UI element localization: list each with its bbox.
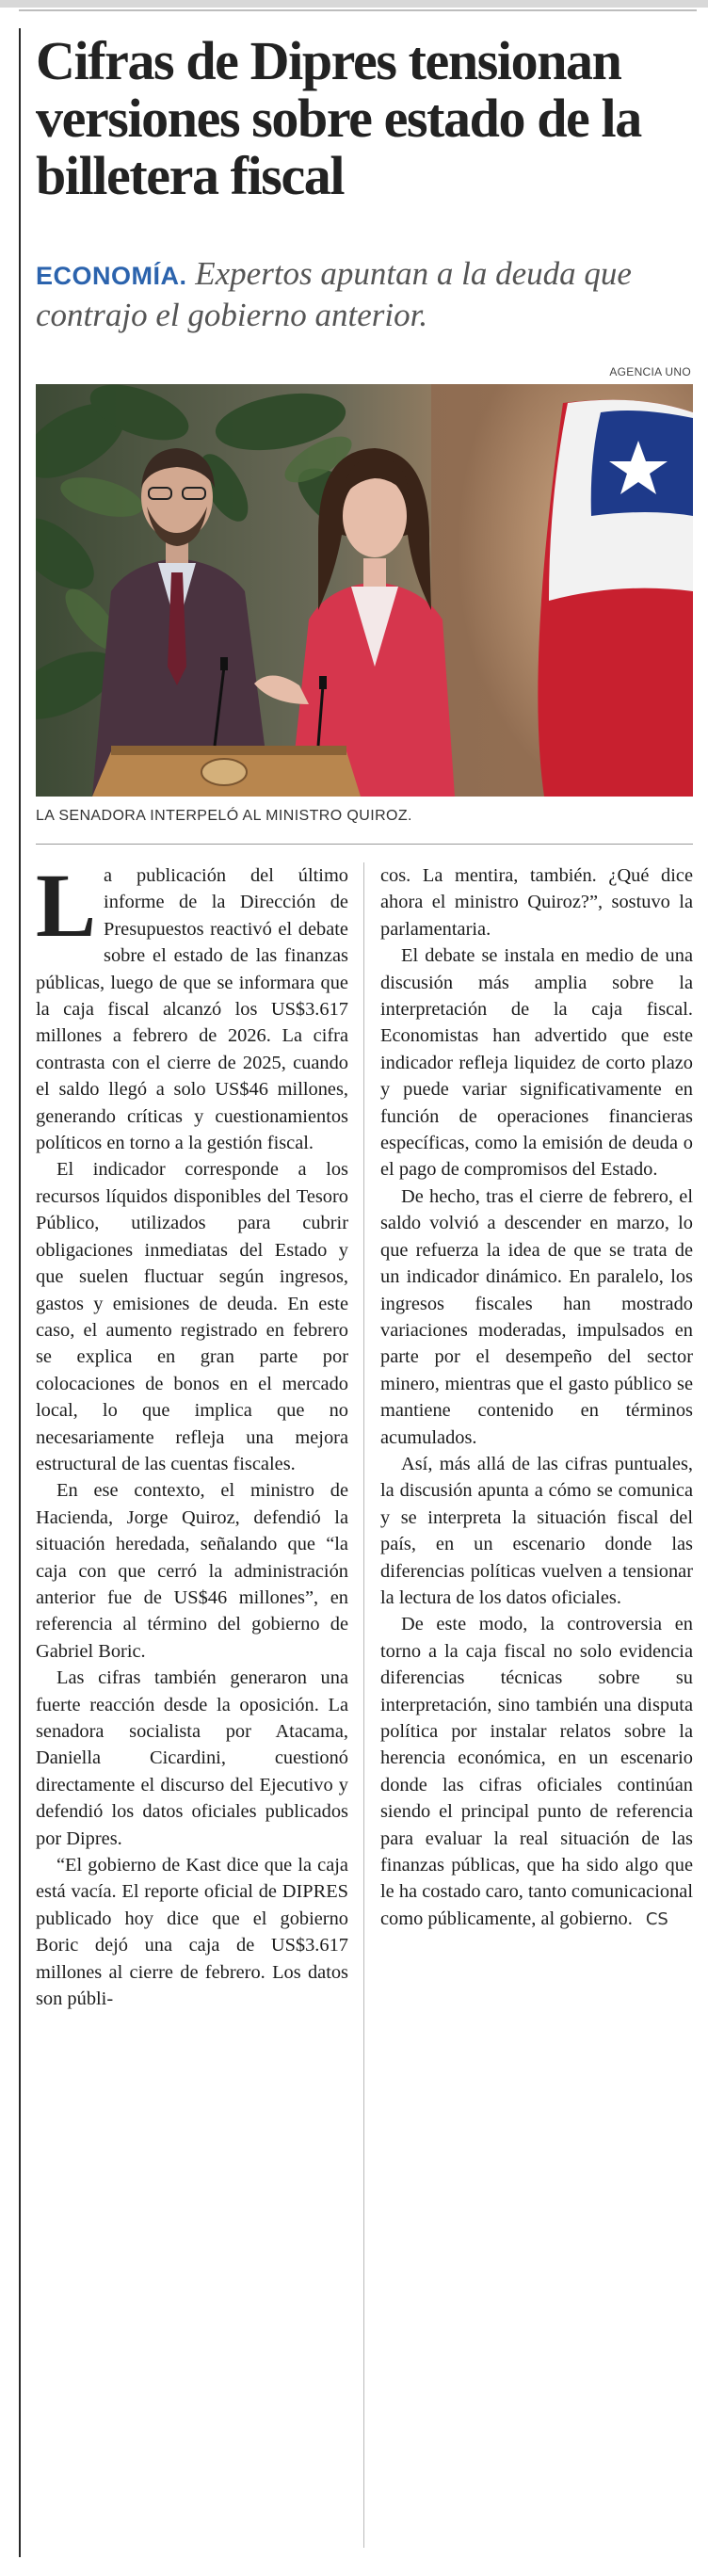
article-paragraph-5-end: cos. La mentira, también. ¿Qué dice ahora el ministro Quiroz?”, sostuvo la parlamentaria.: [380, 865, 693, 940]
article-paragraph-4: Las cifras también generaron una fuerte reacción desde la oposición. La senadora socialista por Atacama, Daniella Cicardini, cuestionó directamente el discurso del Ejecutivo y defendió los datos oficiales publicados por Dipres.: [36, 1667, 348, 1849]
article-column-right: [380, 862, 693, 1933]
deck: [36, 254, 695, 335]
top-rule-thin: [19, 9, 697, 11]
top-rule: [0, 0, 708, 8]
article-paragraph-3: En ese contexto, el ministro de Hacienda, Jorge Quiroz, defendió la situación heredada, señalando que “la caja con que cerró la administración anterior fue de US$46 millones”, en referencia al término del gobierno de Gabriel Boric.: [36, 1480, 348, 1662]
section-label: ECONOMÍA.: [36, 262, 187, 290]
article-paragraph-5-start: “El gobierno de Kast dice que la caja está vacía. El reporte oficial de DIPRES publicado hoy dice que el gobierno Boric dejó una caja de US$3.617 millones al cierre de febrero. Los datos son públi-: [36, 1855, 348, 2010]
news-photo: [36, 384, 693, 797]
photo-illustration: [36, 384, 693, 797]
drop-cap: L: [36, 855, 97, 956]
deck-text: Expertos apuntan a la deuda que contrajo el gobierno anterior.: [36, 255, 632, 333]
caption-separator: [36, 844, 693, 845]
left-margin-rule: [19, 28, 21, 2557]
photo-credit: AGENCIA UNO: [609, 365, 691, 378]
paragraph-9-text: De este modo, la controversia en torno a la caja fiscal no solo evidencia diferencias técnicas sobre su interpretación, sino también una disputa política por instalar relatos sobre la herencia económica, en un escenario donde las cifras oficiales continúan siendo el principal punto de referencia para evaluar la real situación de las finanzas públicas, que ha sido algo que le ha costado caro, tanto comunicacional como públicamente, al gobierno.: [380, 1614, 693, 1929]
photo-caption: LA SENADORA INTERPELÓ AL MINISTRO QUIROZ.: [36, 808, 412, 824]
article-paragraph-7: De hecho, tras el cierre de febrero, el saldo volvió a descender en marzo, lo que refuerza la idea de que se trata de un indicador dinámico. En paralelo, los ingresos fiscales han mostrado variaciones moderadas, impulsados en parte por el desempeño del sector minero, mientras que el gasto público se mantiene contenido en términos acumulados.: [380, 1185, 693, 1448]
article-paragraph-8: Así, más allá de las cifras puntuales, la discusión apunta a cómo se comunica y se interpreta la situación fiscal del país, en un escenario donde las diferencias políticas vuelven a tensionar la lectura de los datos oficiales.: [380, 1453, 693, 1608]
article-paragraph-2: El indicador corresponde a los recursos líquidos disponibles del Tesoro Público, utilizados para cubrir obligaciones inmediatas del Estado y que suelen fluctuar según ingresos, gastos y emisiones de deuda. En este caso, el aumento registrado en febrero se explica en gran parte por colocaciones de bonos en el mercado local, lo que implica que no necesariamente refleja una mejora estructural de las cuentas fiscales.: [36, 1159, 348, 1474]
article-paragraph-6: El debate se instala en medio de una discusión más amplia sobre la interpretación de la caja fiscal. Economistas han advertido que este indicador refleja liquidez de corto plazo y puede variar significativamente en función de operaciones financieras específicas, como la emisión de deuda o el pago de compromisos del Estado.: [380, 945, 693, 1181]
headline: Cifras de Dipres tensionan versiones sobre estado de la billetera fiscal: [36, 30, 641, 206]
article-paragraph-9: [380, 1611, 693, 1933]
article-column-left: [36, 855, 348, 2012]
end-mark-icon: CS: [645, 1908, 668, 1929]
article-paragraph-1: [36, 855, 348, 1156]
paragraph-1-text: a publicación del último informe de la Dirección de Presupuestos reactivó el debate sobre el estado de las finanzas públicas, luego de que se informara que la caja fiscal alcanzó los US$3.617 millones a febrero de 2026. La cifra contrasta con el cierre de 2025, cuando el saldo llegó a solo US$46 millones, generando críticas y cuestionamientos políticos en torno a la gestión fiscal.: [36, 865, 348, 1154]
column-divider: [363, 862, 364, 2548]
